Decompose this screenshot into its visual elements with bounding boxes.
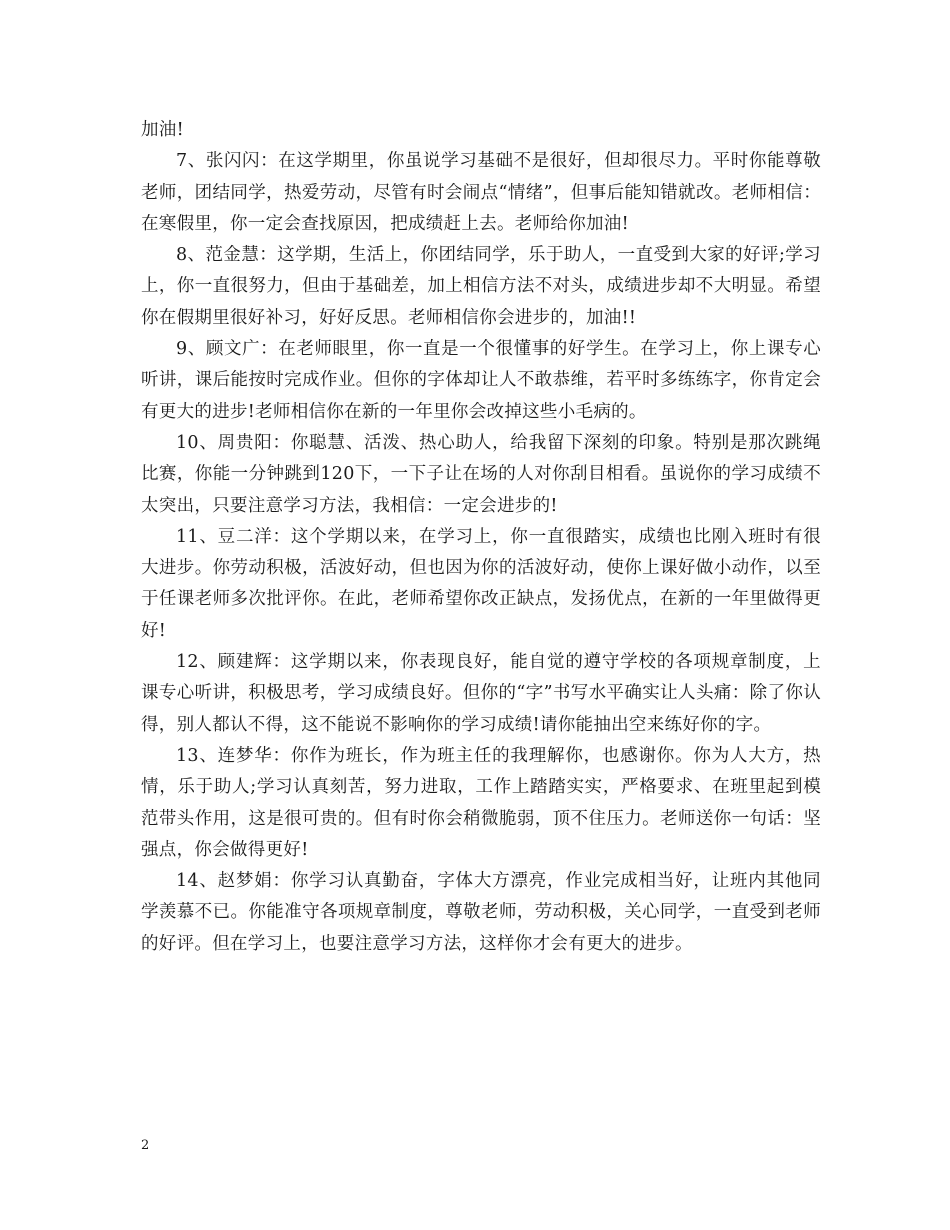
document-body — [141, 115, 821, 960]
paragraph-continuation: 加油! — [141, 120, 184, 140]
paragraph-comment-11: 11、豆二洋：这个学期以来，在学习上，你一直很踏实，成绩也比刚入班时有很大进步。你劳动积极，活波好动，但也因为你的活波好动，使你上课好做小动作，以至于任课老师多次批评你。在此，老师希望你改正缺点，发扬优点，在新的一年里做得更好! — [141, 526, 821, 641]
paragraph-comment-8: 8、范金慧：这学期，生活上，你团结同学，乐于助人，一直受到大家的好评;学习上，你一直很努力，但由于基础差，加上相信方法不对头，成绩进步却不大明显。希望你在假期里很好补习，好好反思。老师相信你会进步的，加油!! — [141, 245, 821, 328]
paragraph-comment-12: 12、顾建辉：这学期以来，你表现良好，能自觉的遵守学校的各项规章制度，上课专心听讲，积极思考，学习成绩良好。但你的“字”书写水平确实让人头痛：除了你认得，别人都认不得，这不能说不影响你的学习成绩!请你能抽出空来练好你的字。 — [141, 652, 821, 735]
paragraph-comment-14: 14、赵梦娟：你学习认真勤奋，字体大方漂亮，作业完成相当好，让班内其他同学羡慕不已。你能准守各项规章制度，尊敬老师，劳动积极，关心同学，一直受到老师的好评。但在学习上，也要注意学习方法，这样你才会有更大的进步。 — [141, 871, 821, 954]
paragraph-comment-13: 13、连梦华：你作为班长，作为班主任的我理解你，也感谢你。你为人大方，热情，乐于助人;学习认真刻苦，努力进取，工作上踏踏实实，严格要求、在班里起到模范带头作用，这是很可贵的。但有时你会稍微脆弱，顶不住压力。老师送你一句话：坚强点，你会做得更好! — [141, 745, 821, 860]
paragraph-comment-7: 7、张闪闪：在这学期里，你虽说学习基础不是很好，但却很尽力。平时你能尊敬老师，团结同学，热爱劳动，尽管有时会闹点“情绪”，但事后能知错就改。老师相信：在寒假里，你一定会查找原因，把成绩赶上去。老师给你加油! — [141, 151, 821, 234]
page-number: 2 — [141, 1138, 150, 1153]
paragraph-comment-10: 10、周贵阳：你聪慧、活泼、热心助人，给我留下深刻的印象。特别是那次跳绳比赛，你能一分钟跳到120下，一下子让在场的人对你刮目相看。虽说你的学习成绩不太突出，只要注意学习方法，我相信：一定会进步的! — [141, 432, 821, 516]
paragraph-comment-9: 9、顾文广：在老师眼里，你一直是一个很懂事的好学生。在学习上，你上课专心听讲，课后能按时完成作业。但你的字体却让人不敢恭维，若平时多练练字，你肯定会有更大的进步!老师相信你在新的一年里你会改掉这些小毛病的。 — [141, 339, 821, 422]
